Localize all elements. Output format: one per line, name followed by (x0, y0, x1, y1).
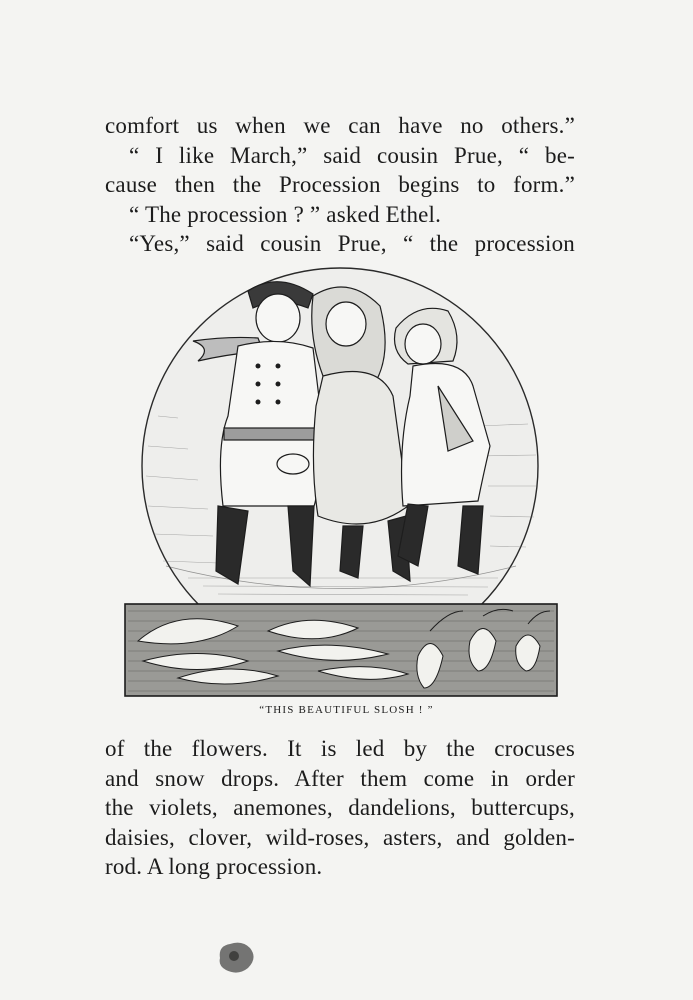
text-line: “ The procession ? ” asked Ethel. (129, 201, 442, 227)
text-line: comfort us when we can have no others.” (105, 113, 575, 138)
text-line: rod. A long procession. (105, 854, 323, 879)
top-paragraph (105, 111, 575, 259)
text-line: “ I like March,” said cousin Prue, “ be- (129, 142, 575, 168)
text-line: and snow drops. After them come in order (105, 765, 575, 791)
text-line: daisies, clover, wild-roses, asters, and golden- (105, 824, 575, 850)
ink-smudge (214, 938, 258, 976)
crocus-snowdrop-border (125, 604, 557, 696)
text-line: of the flowers. It is led by the crocuses (105, 736, 575, 761)
text-line: “Yes,” said cousin Prue, “ the procession (129, 231, 575, 256)
bottom-paragraph (105, 734, 575, 882)
text-line: the violets, anemones, dandelions, buttercups, (105, 795, 575, 820)
engraved-illustration (118, 266, 563, 701)
illustration-caption: “THIS BEAUTIFUL SLOSH ! ” (259, 704, 434, 716)
text-line: cause then the Procession begins to form.” (105, 172, 575, 197)
